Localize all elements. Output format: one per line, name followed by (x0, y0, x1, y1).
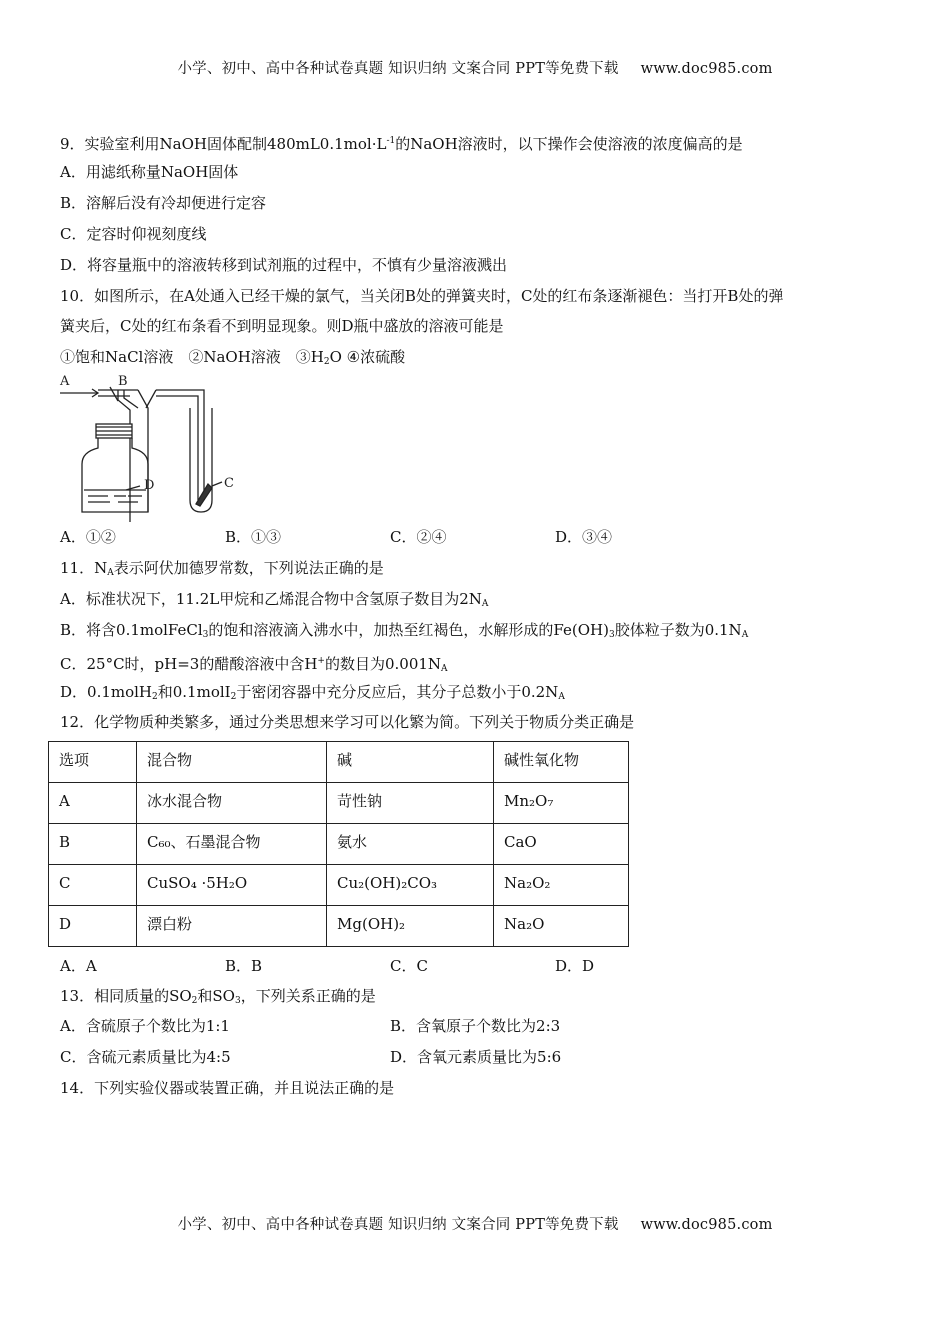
q10-option-c: C．②④ (390, 528, 447, 546)
table-cell: Mg(OH)₂ (327, 906, 494, 947)
q11-stem: 11．$N_A$表示阿伏加德罗常数，下列说法正确的是 (60, 559, 384, 578)
table-row (49, 824, 629, 865)
table-row (49, 865, 629, 906)
label-a: A (60, 374, 70, 389)
table-header-cell: 碱 (327, 742, 494, 783)
table-row (49, 906, 629, 947)
label-c: C (224, 476, 234, 491)
table-cell: D (49, 906, 137, 947)
table-cell: CuSO₄ ·5H₂O (137, 865, 327, 906)
table-cell: Na₂O (494, 906, 629, 947)
q10-options (60, 526, 680, 548)
table-header-cell: 混合物 (137, 742, 327, 783)
table-cell: 漂白粉 (137, 906, 327, 947)
page-footer (0, 1213, 950, 1234)
label-d: D (144, 478, 155, 493)
q10-option-b: B．①③ (225, 528, 282, 546)
q12-stem: 12．化学物质种类繁多，通过分类思想来学习可以化繁为简。下列关于物质分类正确是 (60, 713, 635, 731)
q12-option-d: D．D (555, 957, 595, 975)
table-header-cell: 选项 (49, 742, 137, 783)
q12-option-b: B．B (225, 957, 263, 975)
q11-option-d: D．0.1molH$_2$和0.1molI$_2$于密闭容器中充分反应后，其分子总数小于$0.2N_A$ (60, 683, 565, 702)
q11-option-b: B．将含0.1molFeCl$_3$的饱和溶液滴入沸水中，加热至红褐色，水解形成的$Fe(OH)_3$胶体粒子数为$0.1N_A$ (60, 621, 749, 640)
table-cell: Na₂O₂ (494, 865, 629, 906)
table-cell: A (49, 783, 137, 824)
q9-option-a: A．用滤纸称量NaOH固体 (60, 163, 239, 181)
gas-washing-apparatus-diagram (58, 372, 248, 522)
q10-stem-line2: 簧夹后，C处的红布条看不到明显现象。则D瓶中盛放的溶液可能是 (60, 317, 504, 335)
table-cell: C (49, 865, 137, 906)
q11-option-c: C．25°C时，pH=3的醋酸溶液中含H+的数目为$0.001N_A$ (60, 655, 448, 674)
table-cell: 冰水混合物 (137, 783, 327, 824)
table-row (49, 783, 629, 824)
q10-stem-line1: 10．如图所示，在A处通入已经干燥的氯气，当关闭B处的弹簧夹时，C处的红布条逐渐褪色：当打开B处的弹 (60, 287, 784, 305)
q13-option-d: D．含氧元素质量比为5:6 (390, 1048, 562, 1066)
q13-option-b: B．含氧原子个数比为2:3 (390, 1017, 561, 1035)
table-header-row (49, 742, 629, 783)
q10-option-a: A．①② (60, 528, 116, 546)
label-b: B (118, 374, 128, 389)
q9-option-b: B．溶解后没有冷却便进行定容 (60, 194, 267, 212)
footer-url[interactable]: www.doc985.com (640, 1217, 773, 1233)
q13-option-a: A．含硫原子个数比为1:1 (60, 1017, 230, 1035)
q9-option-c: C．定容时仰视刻度线 (60, 225, 207, 243)
q13-stem: 13．相同质量的$SO_2$和$SO_3$，下列关系正确的是 (60, 987, 376, 1006)
q13-options-row2 (60, 1046, 680, 1068)
table-cell: Cu₂(OH)₂CO₃ (327, 865, 494, 906)
q12-options (60, 955, 680, 977)
q9-option-d: D．将容量瓶中的溶液转移到试剂瓶的过程中，不慎有少量溶液溅出 (60, 256, 508, 274)
footer-text: 小学、初中、高中各种试卷真题 知识归纳 文案合同 PPT等免费下载 (177, 1217, 619, 1233)
q9-stem: 9．实验室利用NaOH固体配制$480mL0.1mol\cdot L^{-1}$的NaOH溶液时，以下操作会使溶液的浓度偏高的是 (60, 135, 743, 153)
header-text: 小学、初中、高中各种试卷真题 知识归纳 文案合同 PPT等免费下载 (177, 61, 619, 77)
table-header-cell: 碱性氧化物 (494, 742, 629, 783)
table-cell: B (49, 824, 137, 865)
table-cell: C₆₀、石墨混合物 (137, 824, 327, 865)
q13-option-c: C．含硫元素质量比为4:5 (60, 1048, 231, 1066)
q10-items: ①饱和NaCl溶液 ②NaOH溶液 $③H_2O$ ④浓硫酸 (60, 348, 406, 367)
page-header (0, 57, 950, 78)
table-cell: 氨水 (327, 824, 494, 865)
table-cell: CaO (494, 824, 629, 865)
q10-option-d: D．③④ (555, 528, 613, 546)
q12-option-c: C．C (390, 957, 428, 975)
classification-table (48, 741, 629, 947)
q11-option-a: A．标准状况下，11.2L甲烷和乙烯混合物中含氢原子数目为$2N_A$ (60, 590, 489, 609)
header-url[interactable]: www.doc985.com (640, 61, 773, 77)
q12-option-a: A．A (60, 957, 97, 975)
table-cell: 苛性钠 (327, 783, 494, 824)
table-cell: Mn₂O₇ (494, 783, 629, 824)
q13-options-row1 (60, 1015, 680, 1037)
q14-stem: 14．下列实验仪器或装置正确，并且说法正确的是 (60, 1079, 395, 1097)
